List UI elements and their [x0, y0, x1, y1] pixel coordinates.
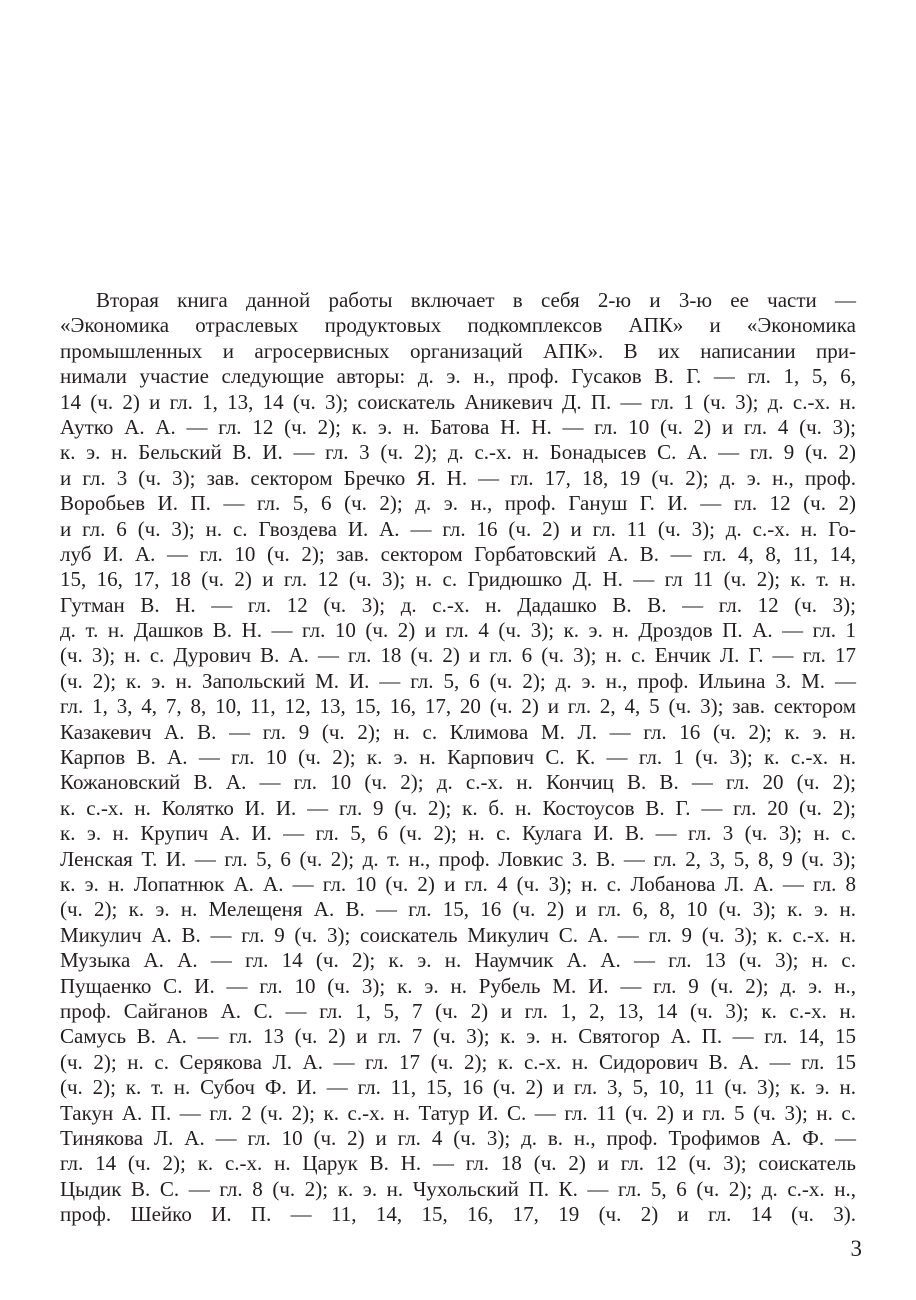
text-line: Вторая книга данной работы включает в себя 2-ю и 3-ю ее части —: [96, 288, 856, 312]
text-line: Цыдик В. С. — гл. 8 (ч. 2); к. э. н. Чухольский П. К. — гл. 5, 6 (ч. 2); д. с.-х. н.,: [60, 1176, 856, 1201]
page-number: 3: [850, 1236, 862, 1261]
text-line: (ч. 2); н. с. Серякова Л. А. — гл. 17 (ч. 2); к. с.-х. н. Сидорович В. А. — гл. 15: [60, 1049, 856, 1074]
text-line: проф. Шейко И. П. — 11, 14, 15, 16, 17, 19 (ч. 2) и гл. 14 (ч. 3).: [60, 1202, 856, 1227]
text-line: Ленская Т. И. — гл. 5, 6 (ч. 2); д. т. н., проф. Ловкис З. В. — гл. 2, 3, 5, 8, 9 (ч. 3);: [60, 846, 856, 871]
text-line: (ч. 2); к. т. н. Субоч Ф. И. — гл. 11, 15, 16 (ч. 2) и гл. 3, 5, 10, 11 (ч. 3); к. э. н.: [60, 1075, 856, 1100]
text-line: д. т. н. Дашков В. Н. — гл. 10 (ч. 2) и гл. 4 (ч. 3); к. э. н. Дроздов П. А. — гл. 1: [60, 618, 856, 643]
body-paragraph: [60, 288, 856, 1253]
text-line: и гл. 3 (ч. 3); зав. сектором Бречко Я. Н. — гл. 17, 18, 19 (ч. 2); д. э. н., проф.: [60, 465, 856, 490]
text-line: Казакевич А. В. — гл. 9 (ч. 2); н. с. Климова М. Л. — гл. 16 (ч. 2); к. э. н.: [60, 719, 856, 744]
text-line: 14 (ч. 2) и гл. 1, 13, 14 (ч. 3); соискатель Аникевич Д. П. — гл. 1 (ч. 3); д. с.-х. н.: [60, 389, 856, 414]
text-line: к. э. н. Бельский В. И. — гл. 3 (ч. 2); д. с.-х. н. Бонадысев С. А. — гл. 9 (ч. 2): [60, 440, 856, 465]
text-line: Такун А. П. — гл. 2 (ч. 2); к. с.-х. н. Татур И. С. — гл. 11 (ч. 2) и гл. 5 (ч. 3); н. с.: [60, 1100, 856, 1125]
text-line: Карпов В. А. — гл. 10 (ч. 2); к. э. н. Карпович С. К. — гл. 1 (ч. 3); к. с.-х. н.: [60, 745, 856, 770]
text-line: гл. 1, 3, 4, 7, 8, 10, 11, 12, 13, 15, 16, 17, 20 (ч. 2) и гл. 2, 4, 5 (ч. 3); зав. сектором: [60, 694, 856, 719]
text-line: к. э. н. Лопатнюк А. А. — гл. 10 (ч. 2) и гл. 4 (ч. 3); н. с. Лобанова Л. А. — гл. 8: [60, 871, 856, 896]
text-line: [60, 1227, 856, 1252]
text-line: Кожановский В. А. — гл. 10 (ч. 2); д. с.-х. н. Кончиц В. В. — гл. 20 (ч. 2);: [60, 770, 856, 795]
text-line: и гл. 6 (ч. 3); н. с. Гвоздева И. А. — гл. 16 (ч. 2) и гл. 11 (ч. 3); д. с.-х. н. Го-: [60, 516, 856, 541]
text-line: 15, 16, 17, 18 (ч. 2) и гл. 12 (ч. 3); н. с. Гридюшко Д. Н. — гл 11 (ч. 2); к. т. н.: [60, 567, 856, 592]
text-line: луб И. А. — гл. 10 (ч. 2); зав. сектором Горбатовский А. В. — гл. 4, 8, 11, 14,: [60, 541, 856, 566]
text-line: Гутман В. Н. — гл. 12 (ч. 3); д. с.-х. н. Дадашко В. В. — гл. 12 (ч. 3);: [60, 592, 856, 617]
text-line: (ч. 2); к. э. н. Мелещеня А. В. — гл. 15, 16 (ч. 2) и гл. 6, 8, 10 (ч. 3); к. э. н.: [60, 897, 856, 922]
text-line: Воробьев И. П. — гл. 5, 6 (ч. 2); д. э. н., проф. Гануш Г. И. — гл. 12 (ч. 2): [60, 491, 856, 516]
text-line: Самусь В. А. — гл. 13 (ч. 2) и гл. 7 (ч. 3); к. э. н. Святогор А. П. — гл. 14, 15: [60, 1024, 856, 1049]
text-line: Аутко А. А. — гл. 12 (ч. 2); к. э. н. Батова Н. Н. — гл. 10 (ч. 2) и гл. 4 (ч. 3);: [60, 414, 856, 439]
text-line: Микулич А. В. — гл. 9 (ч. 3); соискатель Микулич С. А. — гл. 9 (ч. 3); к. с.-х. н.: [60, 922, 856, 947]
text-line: нимали участие следующие авторы: д. э. н., проф. Гусаков В. Г. — гл. 1, 5, 6,: [60, 364, 856, 389]
text-line: Музыка А. А. — гл. 14 (ч. 2); к. э. н. Наумчик А. А. — гл. 13 (ч. 3); н. с.: [60, 948, 856, 973]
text-line: гл. 14 (ч. 2); к. с.-х. н. Царук В. Н. — гл. 18 (ч. 2) и гл. 12 (ч. 3); соискатель: [60, 1151, 856, 1176]
text-line: проф. Сайганов А. С. — гл. 1, 5, 7 (ч. 2) и гл. 1, 2, 13, 14 (ч. 3); к. с.-х. н.: [60, 998, 856, 1023]
text-line: промышленных и агросервисных организаций АПК». В их написании при-: [60, 338, 856, 363]
text-line: «Экономика отраслевых продуктовых подкомплексов АПК» и «Экономика: [60, 313, 856, 338]
text-line: (ч. 3); н. с. Дурович В. А. — гл. 18 (ч. 2) и гл. 6 (ч. 3); н. с. Енчик Л. Г. — гл. 17: [60, 643, 856, 668]
text-line: Пущаенко С. И. — гл. 10 (ч. 3); к. э. н. Рубель М. И. — гл. 9 (ч. 2); д. э. н.,: [60, 973, 856, 998]
text-line: Тинякова Л. А. — гл. 10 (ч. 2) и гл. 4 (ч. 3); д. в. н., проф. Трофимов А. Ф. —: [60, 1125, 856, 1150]
text-line: (ч. 2); к. э. н. Запольский М. И. — гл. 5, 6 (ч. 2); д. э. н., проф. Ильина З. М. —: [60, 668, 856, 693]
text-line: к. э. н. Крупич А. И. — гл. 5, 6 (ч. 2); н. с. Кулага И. В. — гл. 3 (ч. 3); н. с.: [60, 821, 856, 846]
text-line: к. с.-х. н. Колятко И. И. — гл. 9 (ч. 2); к. б. н. Костоусов В. Г. — гл. 20 (ч. 2);: [60, 795, 856, 820]
